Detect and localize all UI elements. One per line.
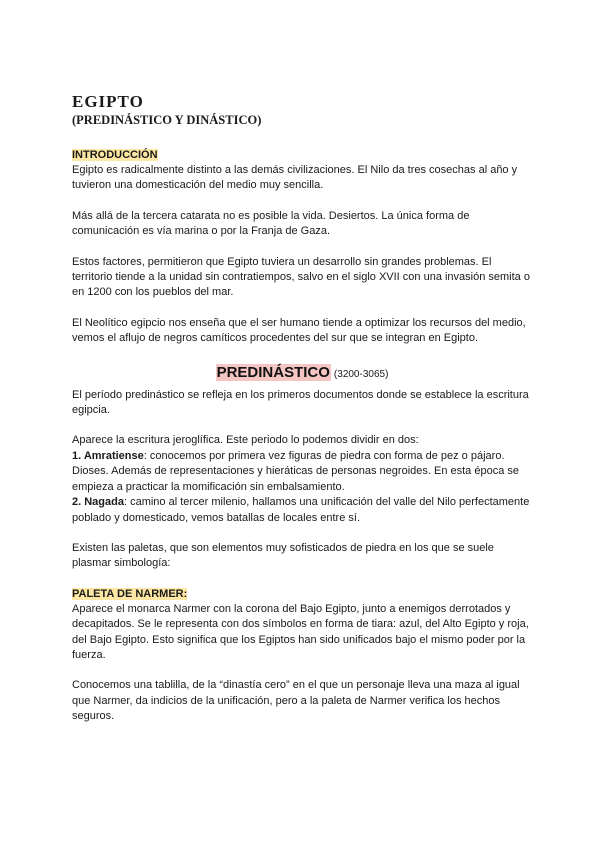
nagada-label: 2. Nagada bbox=[72, 496, 124, 509]
intro-paragraph-4: El Neolítico egipcio nos enseña que el ser humano tiende a optimizar los recursos del medio, vemos el aflujo de negros camíticos procedentes del sur que se integran en Egipto. bbox=[72, 316, 526, 345]
predinastico-division-intro: Aparece la escritura jeroglífica. Este periodo lo podemos dividir en dos: bbox=[72, 434, 419, 447]
amratiense-label: 1. Amratiense bbox=[72, 449, 144, 462]
predinastico-title: PREDINÁSTICO bbox=[216, 363, 330, 381]
intro-paragraph-2: Más allá de la tercera catarata no es posible la vida. Desiertos. La única forma de comunicación es vía marina o por la Franja de Gaza. bbox=[72, 209, 470, 238]
intro-paragraph-3: Estos factores, permitieron que Egipto tuviera un desarrollo sin grandes problemas. El territorio tiende a la unidad sin contratiempos, salvo en el siglo XVII con una invasión semita o en 1200 con los pueblos del mar. bbox=[72, 255, 530, 299]
narmer-section-label bbox=[72, 587, 532, 602]
document-title: EGIPTO bbox=[72, 92, 144, 111]
document-content bbox=[72, 92, 532, 740]
predinastico-heading bbox=[72, 362, 532, 386]
spacer bbox=[72, 526, 532, 541]
intro-paragraph-1: Egipto es radicalmente distinto a las demás civilizaciones. El Nilo da tres cosechas al año y tuvieron una domesticación del medio muy sencilla. bbox=[72, 164, 518, 192]
predinastico-paragraph-3: Existen las paletas, que son elementos muy sofisticados de piedra en los que se suele plasmar simbología: bbox=[72, 541, 494, 570]
narmer-paragraph-1: Aparece el monarca Narmer con la corona del Bajo Egipto, junto a enemigos derrotados y decapitados. Se le representa con dos símbolos en forma de tiara: azul, del Alto Egipto y roja, del Bajo Egipto. Esto significa que los Egiptos han sido unificados bajo el mismo poder por la fuerza. bbox=[72, 602, 529, 661]
intro-section-label bbox=[72, 148, 532, 163]
narmer-label: PALETA DE NARMER: bbox=[72, 587, 188, 600]
predinastico-date-range: (3200-3065) bbox=[333, 368, 389, 380]
document-subtitle: (PREDINÁSTICO Y DINÁSTICO) bbox=[72, 113, 262, 127]
nagada-text: : camino al tercer milenio, hallamos una unificación del valle del Nilo perfectamente poblado y domesticado, vemos batallas de locales entre sí. bbox=[72, 496, 530, 524]
intro-label: INTRODUCCIÓN bbox=[72, 149, 158, 161]
predinastico-paragraph-2 bbox=[72, 433, 532, 525]
predinastico-paragraph-1: El período predinástico se refleja en los primeros documentos donde se establece la escritura egipcia. bbox=[72, 388, 529, 417]
narmer-paragraph-2: Conocemos una tablilla, de la “dinastía cero” en el que un personaje lleva una maza al igual que Narmer, da indicios de la unificación, pero a la paleta de Narmer verifica los hechos seguros. bbox=[72, 679, 520, 723]
amratiense-text: : conocemos por primera vez figuras de piedra con forma de pez o pájaro. Dioses. Además de representaciones y hieráticas de personas negroides. En esta época se empieza a practicar la momificación sin embalsamiento. bbox=[72, 449, 519, 493]
